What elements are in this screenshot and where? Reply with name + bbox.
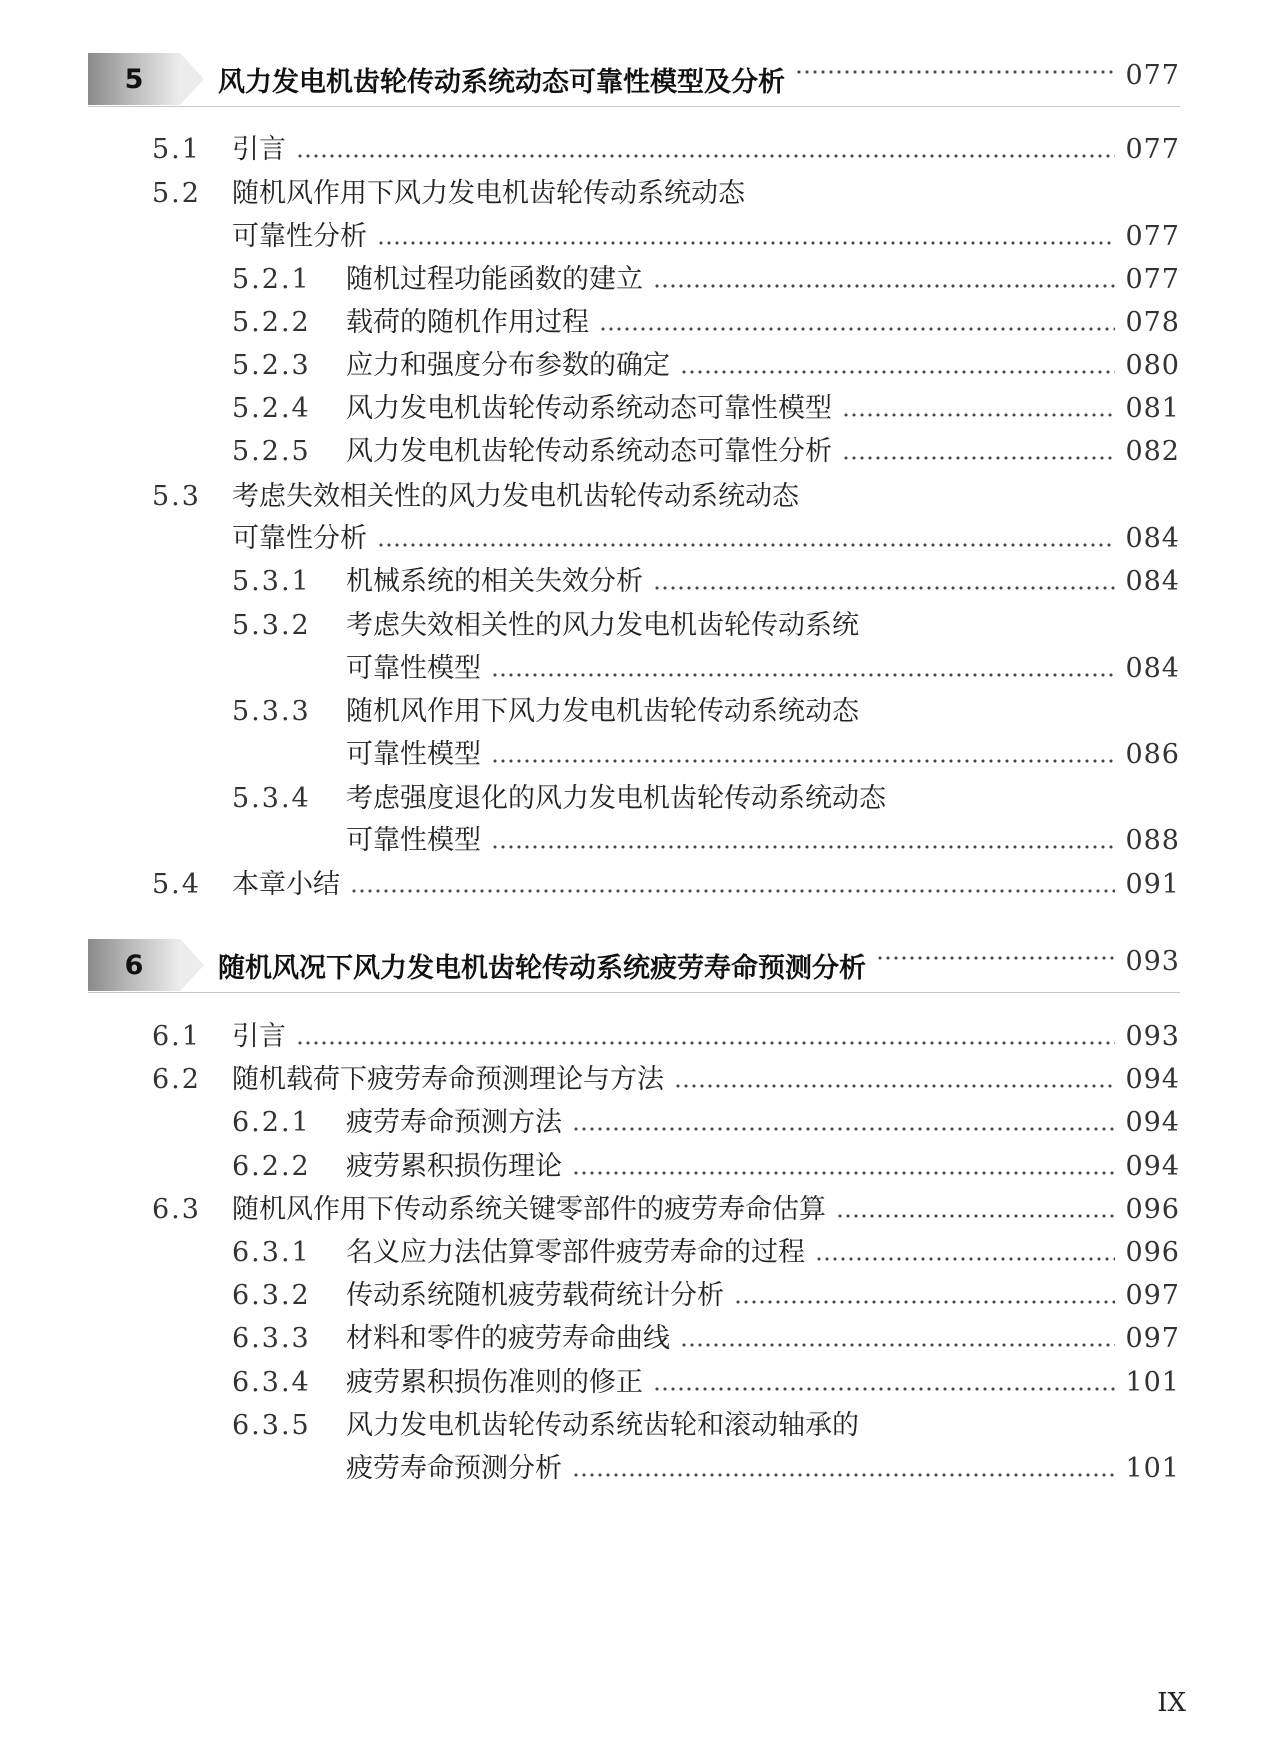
toc-entry-5-2-5[interactable] — [232, 435, 1180, 469]
section-title: 可靠性模型 — [346, 739, 481, 770]
section-title: 载荷的随机作用过程 — [346, 307, 589, 338]
toc-entry-6-3-5-cont[interactable] — [346, 1452, 1180, 1486]
page-number: 091 — [1125, 869, 1180, 900]
page-number: 084 — [1125, 566, 1180, 597]
toc-entry-5-3-2-cont[interactable] — [346, 652, 1180, 686]
page-number: 080 — [1125, 350, 1180, 381]
page-number: 077 — [1125, 59, 1180, 91]
section-title: 可靠性分析 — [232, 523, 367, 554]
section-number: 6.3.4 — [232, 1367, 311, 1398]
section-number: 5.3.1 — [232, 566, 311, 597]
leader-dots — [653, 1387, 1115, 1391]
toc-entry-5-2-3[interactable] — [232, 349, 1180, 383]
section-title: 考虑强度退化的风力发电机齿轮传动系统动态 — [346, 783, 886, 814]
toc-entry-5-2-2[interactable] — [232, 306, 1180, 340]
section-number: 5.2.3 — [232, 350, 311, 381]
leader-dots — [842, 413, 1115, 417]
page-folio: IX — [1157, 1688, 1186, 1718]
section-number: 6.3.2 — [232, 1280, 311, 1311]
leader-dots — [491, 845, 1115, 849]
leader-dots — [296, 154, 1115, 158]
leader-dots — [734, 1300, 1115, 1304]
page-number: 101 — [1125, 1367, 1180, 1398]
section-title: 可靠性模型 — [346, 653, 481, 684]
leader-dots — [599, 327, 1115, 331]
toc-entry-5-3-3[interactable] — [232, 695, 1180, 729]
page-number: 077 — [1125, 264, 1180, 295]
page-number: 097 — [1125, 1280, 1180, 1311]
section-title: 风力发电机齿轮传动系统动态可靠性模型 — [346, 393, 832, 424]
toc-entry-5-2[interactable] — [152, 177, 1180, 211]
toc-entry-5-4[interactable] — [152, 868, 1180, 902]
leader-dots — [296, 1041, 1115, 1045]
leader-dots — [795, 70, 1115, 74]
section-number: 6.2 — [152, 1064, 201, 1095]
toc-entry-6-2[interactable] — [152, 1063, 1180, 1097]
section-title: 随机载荷下疲劳寿命预测理论与方法 — [232, 1064, 664, 1095]
toc-entry-5-3-4-cont[interactable] — [346, 824, 1180, 858]
page-number: 084 — [1125, 523, 1180, 554]
leader-dots — [377, 543, 1115, 547]
toc-entry-5-1[interactable] — [152, 133, 1180, 167]
page-number: 093 — [1125, 1021, 1180, 1052]
section-title: 风力发电机齿轮传动系统动态可靠性分析 — [346, 436, 832, 467]
section-number: 5.2.5 — [232, 436, 311, 467]
section-number: 5.3.2 — [232, 610, 311, 641]
toc-entry-5-2-4[interactable] — [232, 392, 1180, 426]
toc-entry-6-3-1[interactable] — [232, 1236, 1180, 1270]
toc-entry-6-3-2[interactable] — [232, 1279, 1180, 1313]
section-title: 疲劳累积损伤准则的修正 — [346, 1367, 643, 1398]
section-number: 5.2.1 — [232, 264, 311, 295]
leader-dots — [680, 370, 1115, 374]
section-title: 本章小结 — [232, 869, 340, 900]
section-number: 6.1 — [152, 1021, 201, 1052]
section-number: 6.2.1 — [232, 1107, 311, 1138]
section-title: 可靠性分析 — [232, 221, 367, 252]
page-number: 081 — [1125, 393, 1180, 424]
toc-entry-5-3-1[interactable] — [232, 565, 1180, 599]
leader-dots — [572, 1171, 1115, 1175]
section-title: 机械系统的相关失效分析 — [346, 566, 643, 597]
page-number: 086 — [1125, 739, 1180, 770]
section-number: 5.3 — [152, 481, 201, 512]
chapter-number-tab: 6 — [88, 939, 180, 991]
toc-entry-5-3-2[interactable] — [232, 609, 1180, 643]
page-number: 094 — [1125, 1107, 1180, 1138]
chapter-title: 随机风况下风力发电机齿轮传动系统疲劳寿命预测分析 — [218, 952, 866, 984]
leader-dots — [815, 1257, 1115, 1261]
leader-dots — [491, 673, 1115, 677]
section-title: 随机风作用下传动系统关键零部件的疲劳寿命估算 — [232, 1194, 826, 1225]
section-number: 5.2.4 — [232, 393, 311, 424]
section-number: 6.3.5 — [232, 1410, 311, 1441]
leader-dots — [491, 759, 1115, 763]
toc-entry-6-3-5[interactable] — [232, 1409, 1180, 1443]
leader-dots — [842, 456, 1115, 460]
chapter-title: 风力发电机齿轮传动系统动态可靠性模型及分析 — [218, 66, 785, 98]
section-title: 传动系统随机疲劳载荷统计分析 — [346, 1280, 724, 1311]
section-number: 5.3.4 — [232, 783, 311, 814]
page-number: 084 — [1125, 653, 1180, 684]
section-title: 材料和零件的疲劳寿命曲线 — [346, 1323, 670, 1354]
section-title: 考虑失效相关性的风力发电机齿轮传动系统动态 — [232, 481, 799, 512]
section-number: 6.3.1 — [232, 1237, 311, 1268]
leader-dots — [876, 956, 1115, 960]
toc-entry-5-3[interactable] — [152, 480, 1180, 514]
section-number: 6.2.2 — [232, 1151, 311, 1182]
leader-dots — [653, 284, 1115, 288]
page-number: 096 — [1125, 1194, 1180, 1225]
page-number: 077 — [1125, 134, 1180, 165]
page-number: 094 — [1125, 1151, 1180, 1182]
leader-dots — [350, 889, 1115, 893]
toc-entry-6-3-4[interactable] — [232, 1366, 1180, 1400]
section-title: 疲劳寿命预测方法 — [346, 1107, 562, 1138]
leader-dots — [836, 1214, 1115, 1218]
chapter-heading-5[interactable] — [88, 52, 1180, 107]
section-title: 应力和强度分布参数的确定 — [346, 350, 670, 381]
toc-entry-5-3-cont[interactable] — [232, 522, 1180, 556]
section-number: 5.1 — [152, 134, 201, 165]
page-number: 082 — [1125, 436, 1180, 467]
leader-dots — [377, 241, 1115, 245]
page-number: 077 — [1125, 221, 1180, 252]
section-number: 6.3 — [152, 1194, 201, 1225]
leader-dots — [653, 586, 1115, 590]
toc-entry-6-2-1[interactable] — [232, 1106, 1180, 1140]
section-title: 疲劳累积损伤理论 — [346, 1151, 562, 1182]
section-number: 6.3.3 — [232, 1323, 311, 1354]
section-title: 随机过程功能函数的建立 — [346, 264, 643, 295]
toc-entry-6-3[interactable] — [152, 1193, 1180, 1227]
section-number: 5.2 — [152, 178, 201, 209]
page-number: 097 — [1125, 1323, 1180, 1354]
toc-entry-6-2-2[interactable] — [232, 1150, 1180, 1184]
section-title: 疲劳寿命预测分析 — [346, 1453, 562, 1484]
section-title: 引言 — [232, 134, 286, 165]
section-number: 5.3.3 — [232, 696, 311, 727]
leader-dots — [572, 1473, 1115, 1477]
page-number: 078 — [1125, 307, 1180, 338]
section-title: 可靠性模型 — [346, 825, 481, 856]
page-number: 094 — [1125, 1064, 1180, 1095]
section-title: 考虑失效相关性的风力发电机齿轮传动系统 — [346, 610, 859, 641]
leader-dots — [572, 1127, 1115, 1131]
leader-dots — [680, 1343, 1115, 1347]
section-number: 5.4 — [152, 869, 201, 900]
toc-entry-6-3-3[interactable] — [232, 1322, 1180, 1356]
toc-entry-6-1[interactable] — [152, 1020, 1180, 1054]
chapter-number-tab: 5 — [88, 53, 180, 105]
toc-entry-5-3-3-cont[interactable] — [346, 738, 1180, 772]
section-title: 引言 — [232, 1021, 286, 1052]
section-title: 名义应力法估算零部件疲劳寿命的过程 — [346, 1237, 805, 1268]
section-number: 5.2.2 — [232, 307, 311, 338]
toc-entry-5-2-cont[interactable] — [232, 220, 1180, 254]
leader-dots — [674, 1084, 1115, 1088]
page-number: 088 — [1125, 825, 1180, 856]
page-number: 093 — [1125, 945, 1180, 977]
page-number: 096 — [1125, 1237, 1180, 1268]
toc-entry-5-2-1[interactable] — [232, 263, 1180, 297]
section-title: 风力发电机齿轮传动系统齿轮和滚动轴承的 — [346, 1410, 859, 1441]
section-title: 随机风作用下风力发电机齿轮传动系统动态 — [232, 178, 745, 209]
chapter-heading-6[interactable] — [88, 938, 1180, 993]
page-number: 101 — [1125, 1453, 1180, 1484]
section-title: 随机风作用下风力发电机齿轮传动系统动态 — [346, 696, 859, 727]
toc-entry-5-3-4[interactable] — [232, 782, 1180, 816]
